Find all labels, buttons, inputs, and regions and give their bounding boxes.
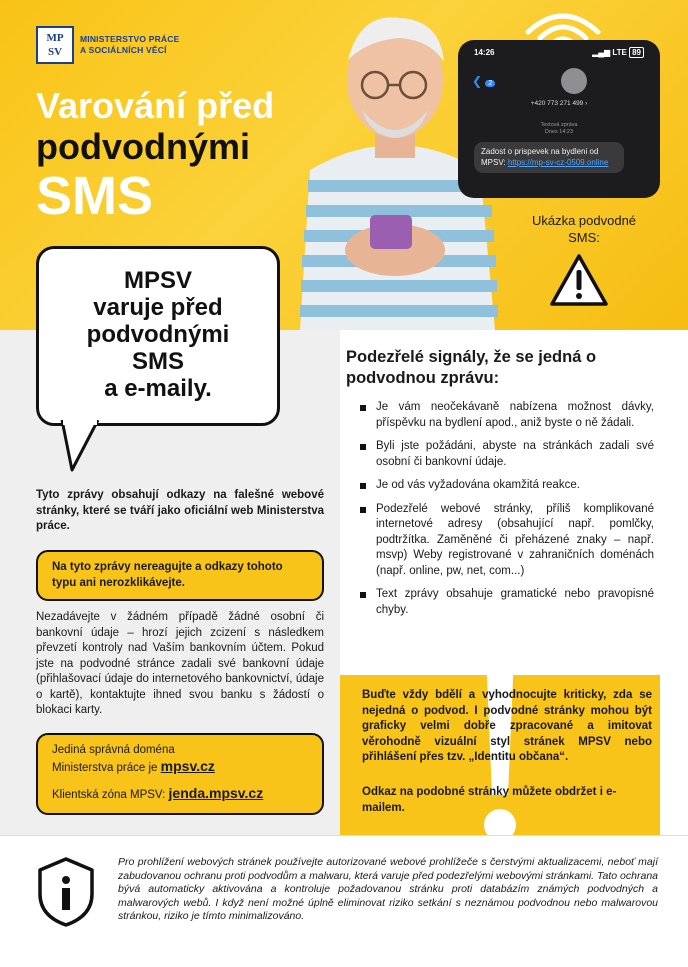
speech-bubble-tail [58,420,102,472]
warning-speech-bubble [36,246,280,426]
sample-label: Ukázka podvodné SMS: [531,213,637,245]
domain-label-1: Jediná správná doména [52,744,175,756]
title-line3: SMS [36,166,154,226]
client-zone-row [52,786,308,804]
sms-text: Zadost o prispevek na bydleni od MPSV: [481,147,599,167]
sms-fraud-link[interactable]: https://mp-sv-cz-0509.online [507,157,609,167]
bubble-line5: a e-maily. [104,375,212,402]
contact-avatar [561,68,587,94]
alert-text: Buďte vždy bdělí a vyhodnocujte kriticky, zda se nejedná o podvod. I podvodné stránky mohou být graficky velmi dobře zpracované a imitovat věrohodně vizuální styl stránek MPSV nebo přihlášení přes tzv. „Identitu občana“. [362,689,652,763]
footer-note: Pro prohlížení webových stránek používejte autorizované webové prohlížeče s čerstvými aktualizacemi, neboť mají zabudovanou ochranu proti podvodům a malwaru, která varuje před podezřelými webovými stránkami. Tato ochrana bývá automaticky aktivována a kontroluje požadovanou stránku proti databázím známých podvodných a malwarových webů. I když není možné úplně eliminovat riziko setkání s neznámou podvodnou nebo malwarovou stránkou, riziko je tímto minimalizováno. [118,856,658,922]
sms-phone-mockup [458,40,660,198]
page-title [36,86,274,224]
signal-item: Podezřelé webové stránky, příliš komplikované internetové adresy (obsahující např. pomlčky, podtržítka. Zaměněné či přeházené znaky – např. msvp) Weby registrované v zahraničních doménách (např. online, pw, net, com...) [358,502,654,580]
description-text: Nezadávejte v žádném případě žádné osobní či bankovní údaje – hrozí jejich zcizení s následkem převzetí kontroly nad Vaším bankovním účtem. Pokud jste na podvodné stránce zadali své bankovní údaje (přihlašovací údaje do internetového bankovnictví, údaje o kartě), kontaktujte ihned svou banku s žádostí o blokaci karty. [36,611,324,716]
intro-text: Tyto zprávy obsahují odkazy na falešné webové stránky, které se tváří jako oficiální web Ministerstva práce. [36,489,324,532]
sender-number: +420 773 271 499 › [530,100,588,107]
signal-item: Byli jste požádáni, abyste na stránkách zadali své osobní či bankovní údaje. [358,439,654,470]
signal-item: Je od vás vyžadována okamžitá reakce. [358,478,654,494]
bubble-line4: SMS [131,348,184,375]
bubble-line2: varuje před [93,294,223,321]
message-time: Dnes 14:23 [544,129,574,135]
back-count: 2 [485,80,495,87]
warning-triangle-icon [548,252,610,308]
title-line1: Varování před [36,85,275,126]
logo-text-line2: A SOCIÁLNÍCH VĚCÍ [80,45,167,55]
client-label: Klientská zóna MPSV: [52,789,169,801]
bubble-line3: podvodnými [86,321,230,348]
logo-mark-top: MP [46,32,64,44]
do-not-click-box: Na tyto zprávy nereagujte a odkazy tohoto typu ani nerozklikávejte. [36,550,324,601]
logo-text-line1: MINISTERSTVO PRÁCE [80,34,180,44]
alert-email-text: Odkaz na podobné stránky můžete obdržet i e-mailem. [362,786,617,814]
back-arrow-icon: ❮ 2 [472,74,495,88]
bubble-line1: MPSV [123,267,192,294]
mpsv-logo-mark [36,26,74,64]
client-zone-link[interactable]: jenda.mpsv.cz [168,785,264,801]
info-shield-icon [36,856,96,928]
phone-status-bar [458,40,660,57]
battery-icon: 89 [629,47,644,58]
logo-text [80,34,179,56]
sms-bubble [474,142,624,173]
signals-heading: Podezřelé signály, že se jedná o podvodnou zprávu: [346,348,597,387]
signal-item: Text zprávy obsahuje gramatické nebo pravopisné chyby. [358,587,654,618]
domain-label-2: Ministerstva práce je [52,761,161,774]
message-type: Textová zpráva [540,122,578,128]
phone-signal: ▂▄▆ LTE 89 [592,48,644,57]
signal-item: Je vám neočekávaně nabízena možnost dávky, příspěvku na bydlení apod., aniž byste o ně žádali. [358,400,654,431]
domain-link[interactable]: mpsv.cz [160,757,215,774]
title-line2: podvodnými [36,126,250,167]
mpsv-logo [36,26,179,64]
logo-mark-bottom: SV [47,46,63,58]
message-meta [458,122,660,136]
signals-list [358,400,654,626]
official-domain-box [36,733,324,815]
phone-time: 14:26 [474,48,495,57]
